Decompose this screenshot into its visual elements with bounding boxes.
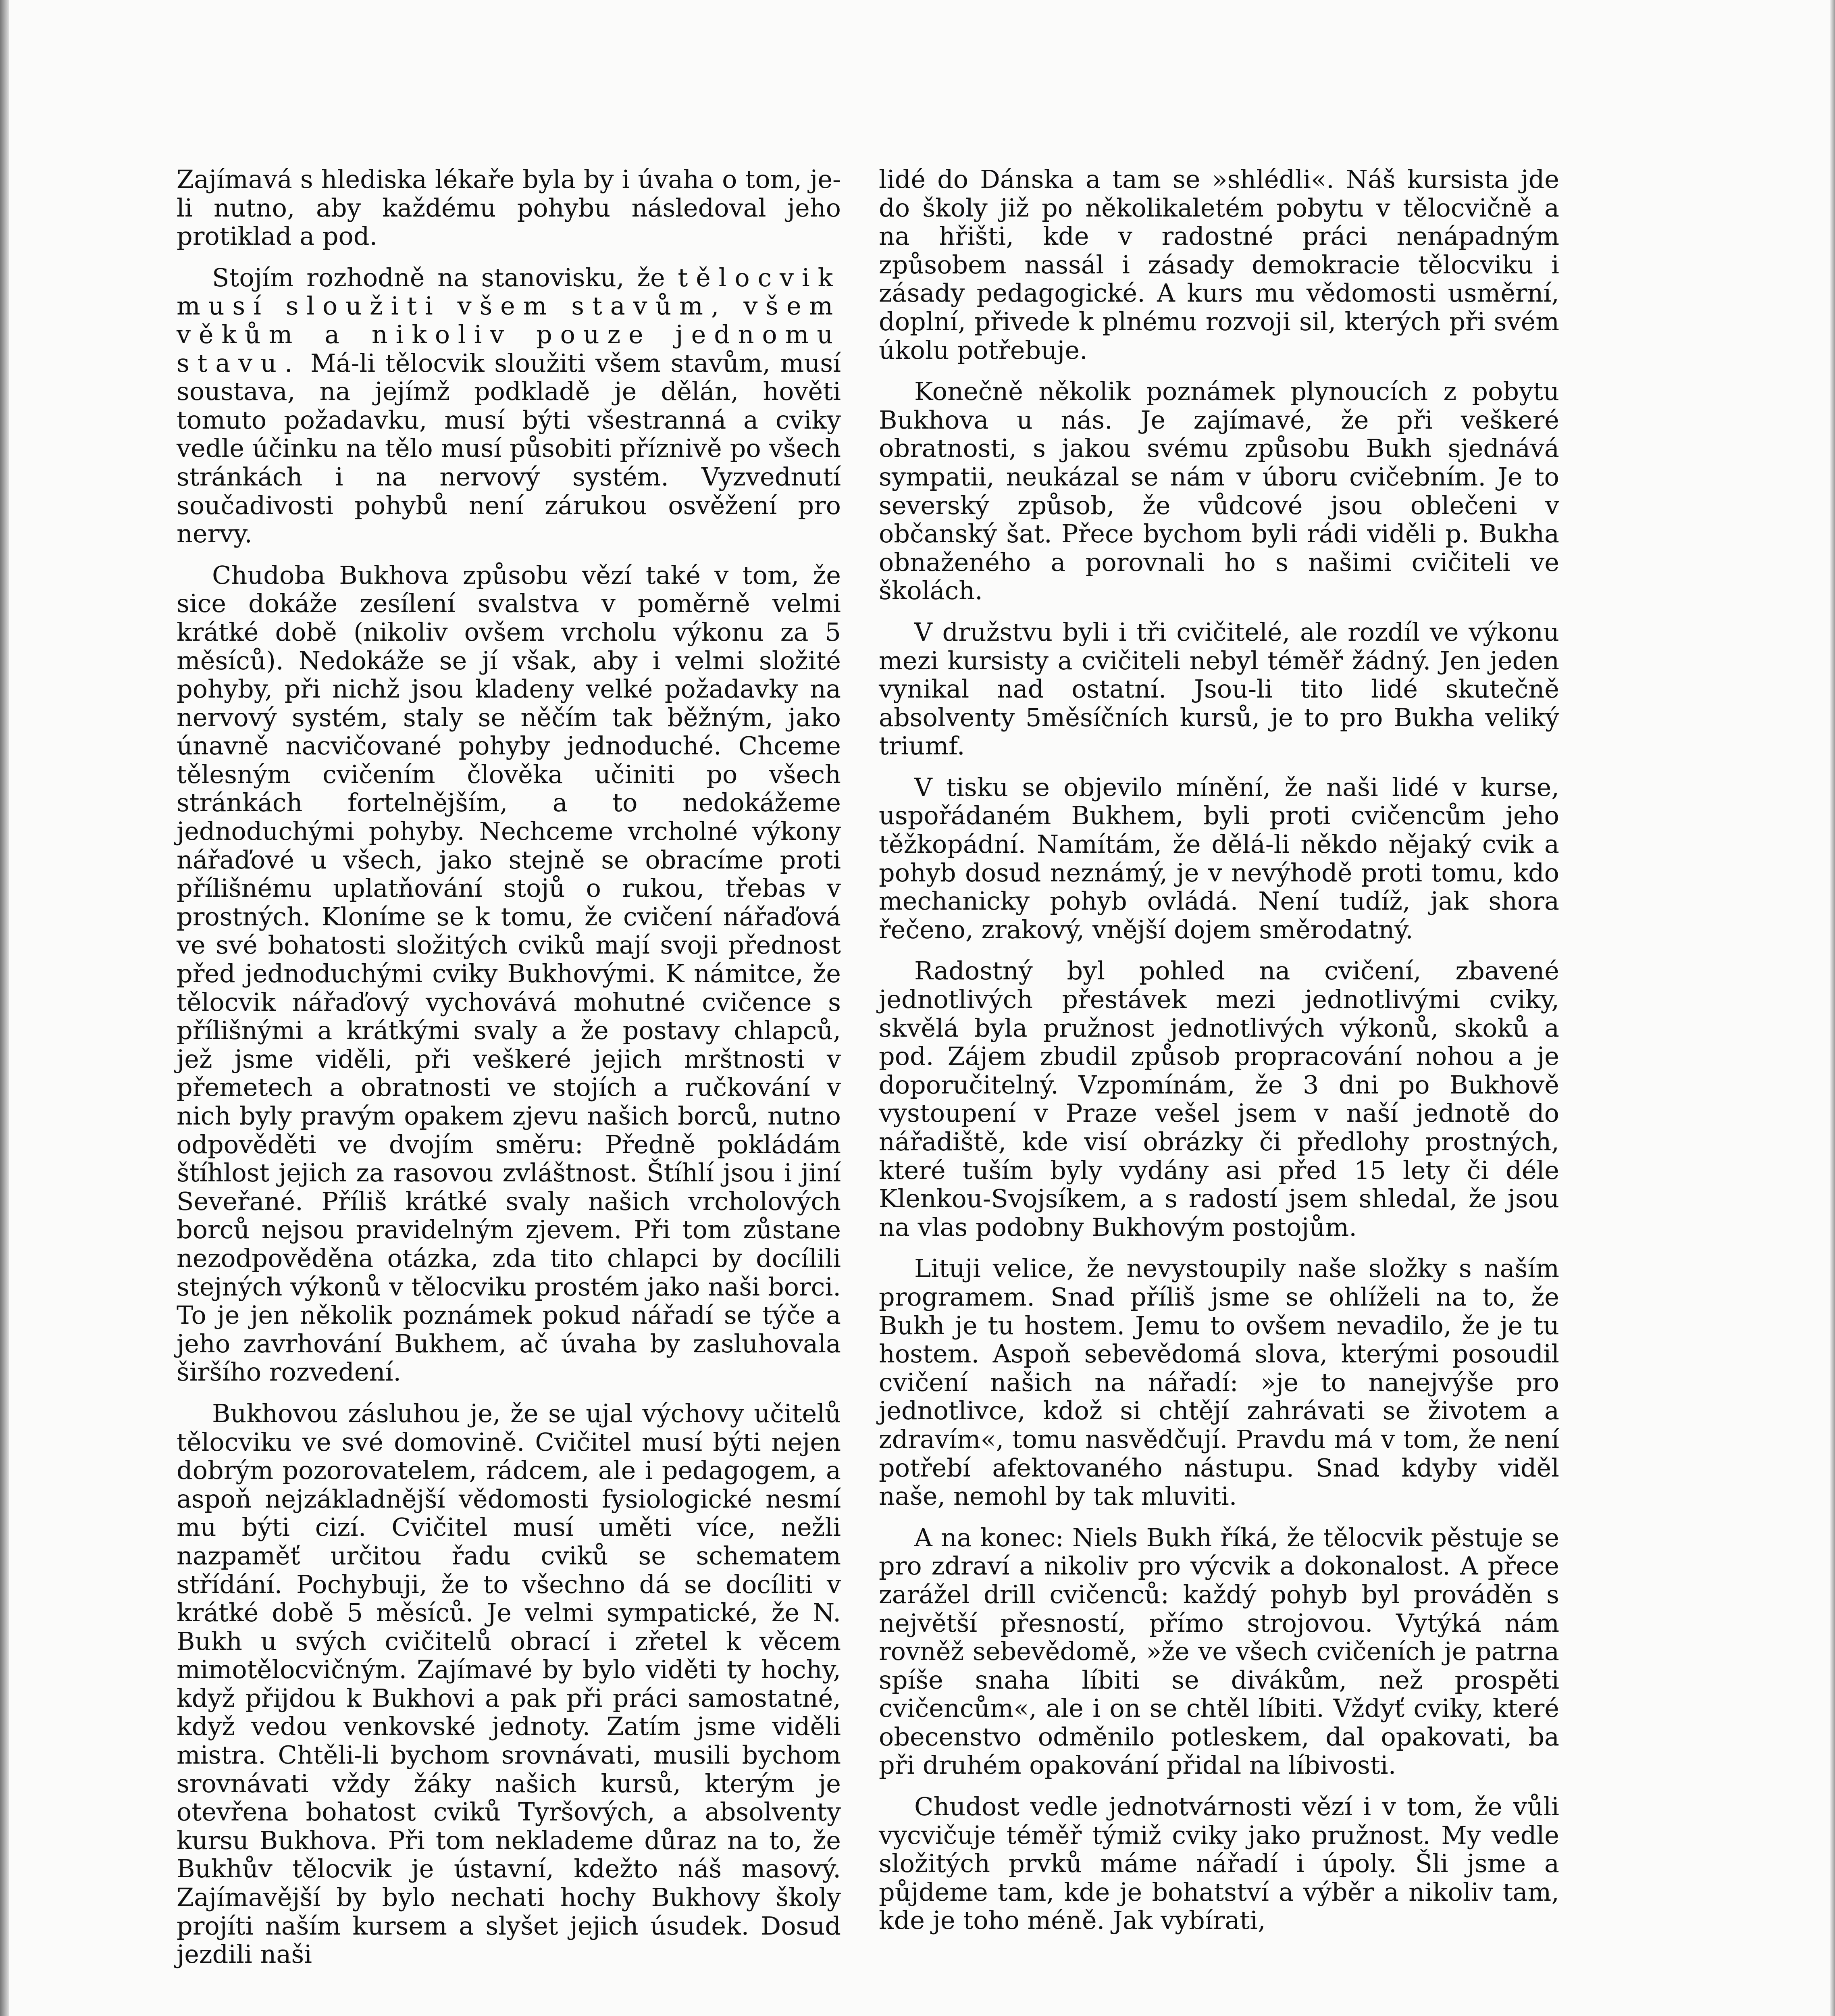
paragraph: V tisku se objevilo mínění, že naši lidé v kurse, uspořádaném Bukhem, byli proti cvičencům jeho těžkopádní. Namítám, že dělá-li někdo nějaký cvik a pohyb dosud neznámý, je v nevýhodě proti tomu, kdo mechanicky pohyb ovládá. Není tudíž, jak shora řečeno, zrakový, vnější dojem směrodatný. [879, 772, 1559, 944]
paragraph: V družstvu byli i tři cvičitelé, ale rozdíl ve výkonu mezi kursisty a cvičiteli nebyl téměř žádný. Jen jeden vynikal nad ostatní. Jsou-li tito lidé skutečně absolventy 5měsíčních kursů, je to pro Bukha veliký triumf. [879, 617, 1559, 761]
paragraph: A na konec: Niels Bukh říká, že tělocvik pěstuje se pro zdraví a nikoliv pro výcvik a dokonalost. A přece zarážel drill cvičenců: každý pohyb byl prováděn s největší přesností, přímo strojovou. Vytýká nám rovněž sebevědomě, »že ve všech cvičeních je patrna spíše snaha líbiti se divákům, než prospěti cvičencům«, ale i on se chtěl líbiti. Vždyť cviky, které obecenstvo odměnilo potleskem, dal opakovati, ba při druhém opakování přidal na líbivosti. [879, 1522, 1559, 1780]
page-edge-shadow-right [1830, 0, 1835, 2016]
paragraph [177, 264, 841, 548]
paragraph: Lituji velice, že nevystoupily naše složky s naším programem. Snad příliš jsme se ohlíželi na to, že Bukh je tu hostem. Jemu to ovšem nevadilo, že je tu hostem. Aspoň sebevědomá slova, kterými posoudil cvičení našich na nářadí: »je to nanejvýše pro jednotlivce, kdož si chtějí zahrávati se životem a zdravím«, tomu nasvědčují. Pravdu má v tom, že není potřebí afektovaného nástupu. Snad kdyby viděl naše, nemohl by tak mluviti. [879, 1254, 1559, 1511]
paragraph: Chudoba Bukhova způsobu vězí také v tom, že sice dokáže zesílení svalstva v poměrně velmi krátké době (nikoliv ovšem vrcholu výkonu za 5 měsíců). Nedokáže se jí však, aby i velmi složité pohyby, při nichž jsou kladeny velké požadavky na nervový systém, staly se něčím tak běžným, jako únavně nacvičované pohyby jednoduché. Chceme tělesným cvičením člověka učiniti po všech stránkách fortelnějším, a to nedokážeme jednoduchými pohyby. Nechceme vrcholné výkony nářaďové u všech, jako stejně se obracíme proti přílišnému uplatňování stojů o rukou, třebas v prostných. Kloníme se k tomu, že cvičení nářaďová ve své bohatosti složitých cviků mají svoji přednost před jednoduchými cviky Bukhovými. K námitce, že tělocvik nářaďový vychovává mohutné cvičence s přílišnými a krátkými svaly a že postavy chlapců, jež jsme viděli, při veškeré jejich mrštnosti v přemetech a obratnosti ve stojích a ručkování v nich byly pravým opakem zjevu našich borců, nutno odpověděti ve dvojím směru: Předně pokládám štíhlost jejich za rasovou zvláštnost. Štíhlí jsou i jiní Seveřané. Příliš krátké svaly našich vrcholových borců nejsou pravidelným zjevem. Při tom zůstane nezodpověděna otázka, zda tito chlapci by docílili stejných výkonů v tělocviku prostém jako naši borci. To je jen několik poznámek pokud nářadí se týče a jeho zavrhování Bukhem, ač úvaha by zasluhovala širšího rozvedení. [177, 560, 841, 1387]
right-text-column [879, 165, 1559, 1948]
paragraph: Zajímavá s hlediska lékaře byla by i úvaha o tom, je-li nutno, aby každému pohybu následoval jeho protiklad a pod. [177, 165, 841, 251]
paragraph-text: Má-li tělocvik sloužiti všem stavům, musí soustava, na jejímž podkladě je dělán, hověti tomuto požadavku, musí býti všestranná a cviky vedle účinku na tělo musí působiti příznivě po všech stránkách i na nervový systém. Vyzvednutí součadivosti pohybů není zárukou osvěžení pro nervy. [177, 348, 841, 549]
paragraph: Bukhovou zásluhou je, že se ujal výchovy učitelů tělocviku ve své domovině. Cvičitel musí býti nejen dobrým pozorovatelem, rádcem, ale i pedagogem, a aspoň nejzákladnější vědomosti fysiologické nesmí mu býti cizí. Cvičitel musí uměti více, nežli nazpaměť určitou řadu cviků se schematem střídání. Pochybuji, že to všechno dá se docíliti v krátké době 5 měsíců. Je velmi sympatické, že N. Bukh u svých cvičitelů obrací i zřetel k věcem mimotělocvičným. Zajímavé by bylo viděti ty hochy, když přijdou k Bukhovi a pak při práci samostatné, když vedou venkovské jednoty. Zatím jsme viděli mistra. Chtěli-li bychom srovnávati, musili bychom srovnávati vždy žáky našich kursů, kterým je otevřena bohatost cviků Tyršových, a absolventy kursu Bukhova. Při tom neklademe důraz na to, že Bukhův tělocvik je ústavní, kdežto náš masový. Zajímavější by bylo nechati hochy Bukhovy školy projíti naším kursem a slyšet jejich úsudek. Dosud jezdili naši [177, 1398, 841, 1969]
paragraph-text: Stojím rozhodně na stanovisku, že [212, 262, 678, 292]
paragraph: Chudost vedle jednotvárnosti vězí i v tom, že vůli vycvičuje téměř týmiž cviky jako pružnost. My vedle složitých prvků máme nářadí i úpoly. Šli jsme a půjdeme tam, kde je bohatství a výběr a nikoliv tam, kde je toho méně. Jak vybírati, [879, 1792, 1559, 1935]
emphasized-text: tělocvik musí sloužiti všem stavům, všem věkům a nikoliv pouze jednomu stavu. [177, 262, 841, 378]
paragraph: lidé do Dánska a tam se »shlédli«. Náš kursista jde do školy již po několikaletém pobytu v tělocvičně a na hřišti, kde v radostné práci nenápadným způsobem nassál i zásady demokracie tělocviku i zásady pedagogické. A kurs mu vědomosti usměrní, doplní, přivede k plnému rozvoji sil, kterých při svém úkolu potřebuje. [879, 165, 1559, 365]
paragraph: Radostný byl pohled na cvičení, zbavené jednotlivých přestávek mezi jednotlivými cviky, skvělá byla pružnost jednotlivých výkonů, skoků a pod. Zájem zbudil způsob propracování nohou a je doporučitelný. Vzpomínám, že 3 dni po Bukhově vystoupení v Praze vešel jsem v naší jednotě do nářadiště, kde visí obrázky či předlohy prostných, které tuším byly vydány asi před 15 lety či déle Klenkou-Svojsíkem, a s radostí jsem shledal, že jsou na vlas podobny Bukhovým postojům. [879, 956, 1559, 1242]
page-edge-shadow-left [0, 0, 9, 2016]
paragraph: Konečně několik poznámek plynoucích z pobytu Bukhova u nás. Je zajímavé, že při veškeré obratnosti, s jakou svému způsobu Bukh sjednává sympatii, neukázal se nám v úboru cvičebním. Je to severský způsob, že vůdcové jsou oblečeni v občanský šat. Přece bychom byli rádi viděli p. Bukha obnaženého a porovnali ho s našimi cvičiteli ve školách. [879, 377, 1559, 606]
left-text-column [177, 165, 841, 1982]
